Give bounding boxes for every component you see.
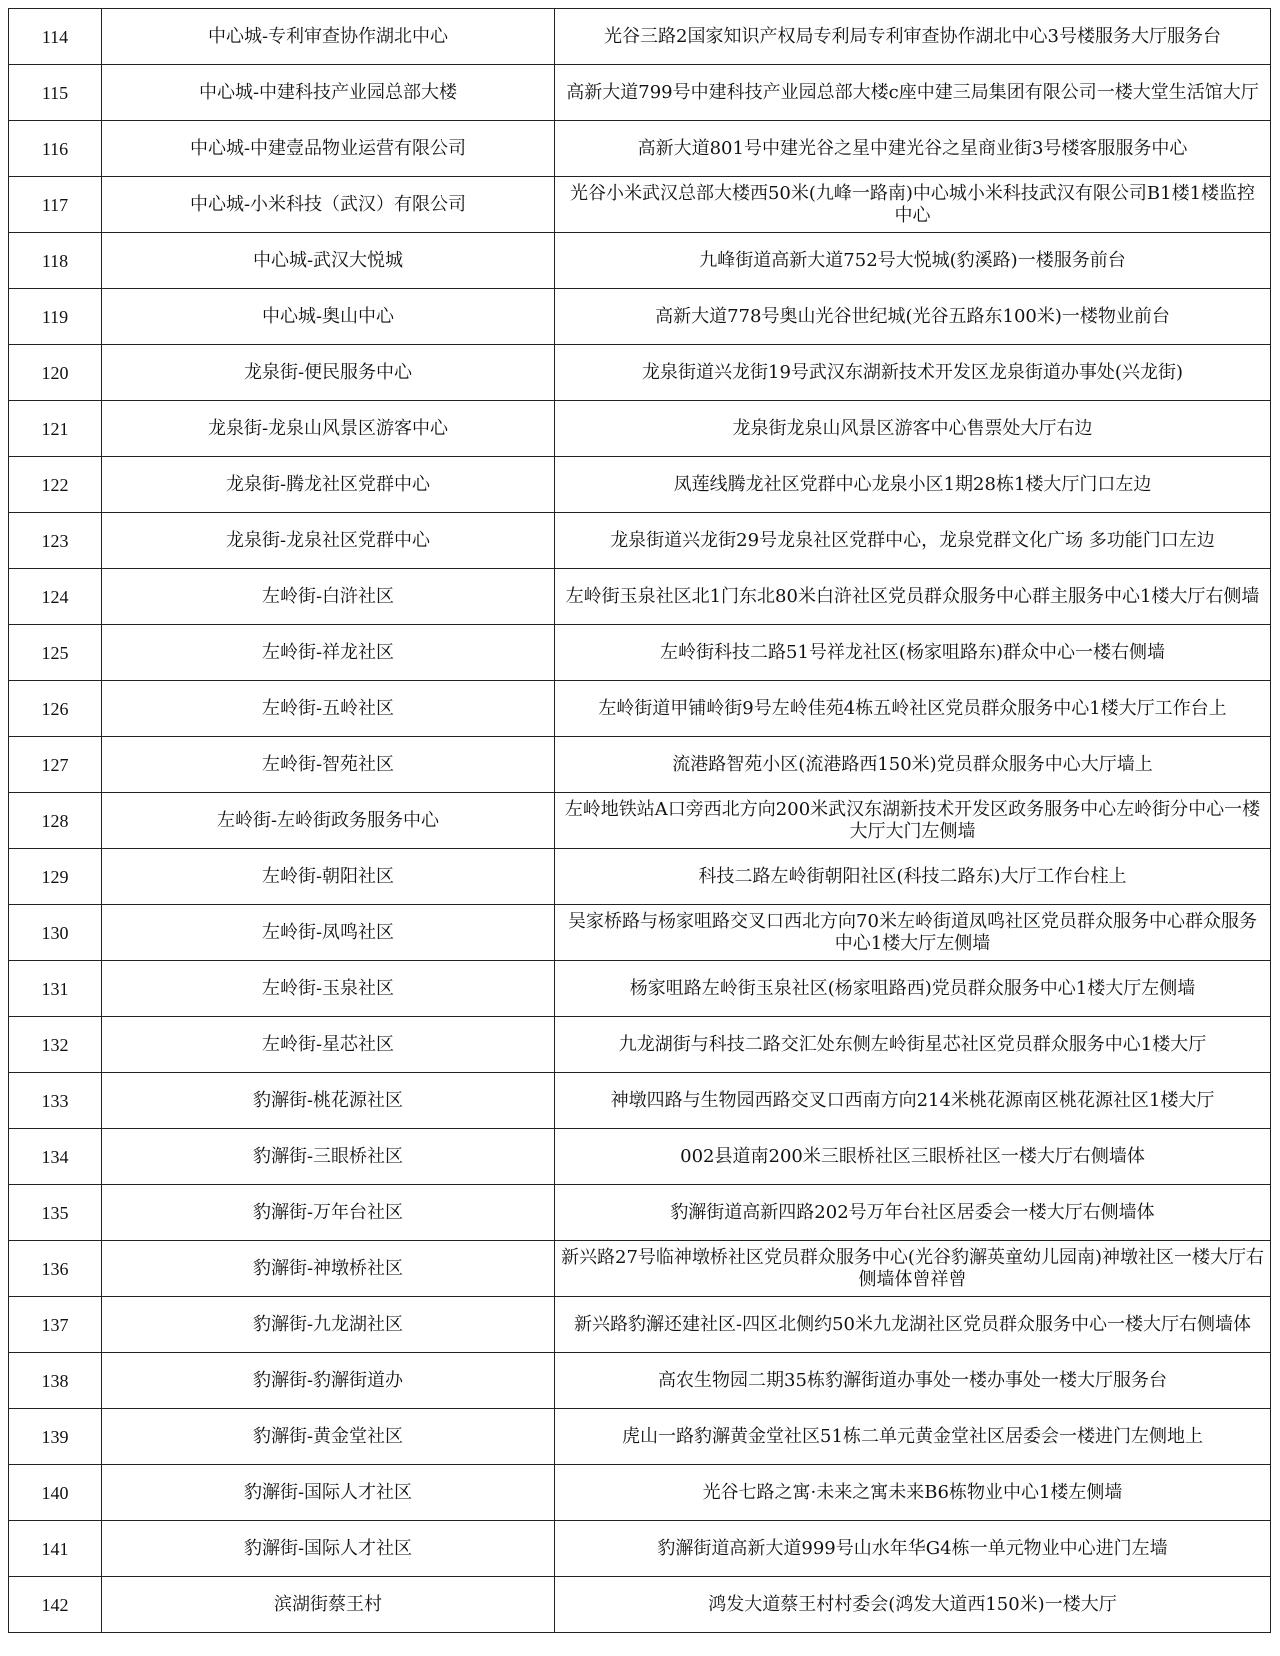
address-cell: 新兴路27号临神墩桥社区党员群众服务中心(光谷豹澥英童幼儿园南)神墩社区一楼大厅右侧墙体曾祥曾 — [555, 1241, 1271, 1297]
site-name-cell: 滨湖街蔡王村 — [102, 1577, 555, 1633]
table-row — [9, 233, 1271, 289]
site-name-cell: 龙泉街-腾龙社区党群中心 — [102, 457, 555, 513]
row-number-cell: 114 — [9, 9, 102, 65]
table-row — [9, 457, 1271, 513]
table-row — [9, 737, 1271, 793]
address-cell: 新兴路豹澥还建社区-四区北侧约50米九龙湖社区党员群众服务中心一楼大厅右侧墙体 — [555, 1297, 1271, 1353]
address-cell: 虎山一路豹澥黄金堂社区51栋二单元黄金堂社区居委会一楼进门左侧地上 — [555, 1409, 1271, 1465]
table-row — [9, 1353, 1271, 1409]
site-name-cell: 豹澥街-神墩桥社区 — [102, 1241, 555, 1297]
row-number-cell: 141 — [9, 1521, 102, 1577]
row-number-cell: 126 — [9, 681, 102, 737]
row-number-cell: 120 — [9, 345, 102, 401]
table-row — [9, 905, 1271, 961]
address-cell: 杨家咀路左岭街玉泉社区(杨家咀路西)党员群众服务中心1楼大厅左侧墙 — [555, 961, 1271, 1017]
row-number-cell: 115 — [9, 65, 102, 121]
table-row — [9, 793, 1271, 849]
row-number-cell: 130 — [9, 905, 102, 961]
row-number-cell: 137 — [9, 1297, 102, 1353]
address-cell: 光谷七路之寓·未来之寓未来B6栋物业中心1楼左侧墙 — [555, 1465, 1271, 1521]
site-name-cell: 左岭街-凤鸣社区 — [102, 905, 555, 961]
table-row — [9, 1297, 1271, 1353]
table-row — [9, 1577, 1271, 1633]
row-number-cell: 118 — [9, 233, 102, 289]
site-name-cell: 左岭街-左岭街政务服务中心 — [102, 793, 555, 849]
address-cell: 002县道南200米三眼桥社区三眼桥社区一楼大厅右侧墙体 — [555, 1129, 1271, 1185]
site-name-cell: 左岭街-玉泉社区 — [102, 961, 555, 1017]
row-number-cell: 139 — [9, 1409, 102, 1465]
site-name-cell: 中心城-专利审查协作湖北中心 — [102, 9, 555, 65]
address-cell: 高农生物园二期35栋豹澥街道办事处一楼办事处一楼大厅服务台 — [555, 1353, 1271, 1409]
address-cell: 高新大道799号中建科技产业园总部大楼c座中建三局集团有限公司一楼大堂生活馆大厅 — [555, 65, 1271, 121]
address-cell: 龙泉街道兴龙街29号龙泉社区党群中心，龙泉党群文化广场 多功能门口左边 — [555, 513, 1271, 569]
site-name-cell: 左岭街-祥龙社区 — [102, 625, 555, 681]
site-name-cell: 中心城-奥山中心 — [102, 289, 555, 345]
table-row — [9, 1465, 1271, 1521]
address-cell: 高新大道778号奥山光谷世纪城(光谷五路东100米)一楼物业前台 — [555, 289, 1271, 345]
site-name-cell: 中心城-武汉大悦城 — [102, 233, 555, 289]
address-cell: 神墩四路与生物园西路交叉口西南方向214米桃花源南区桃花源社区1楼大厅 — [555, 1073, 1271, 1129]
row-number-cell: 132 — [9, 1017, 102, 1073]
row-number-cell: 134 — [9, 1129, 102, 1185]
site-table-body — [9, 9, 1271, 1633]
address-cell: 科技二路左岭街朝阳社区(科技二路东)大厅工作台柱上 — [555, 849, 1271, 905]
table-row — [9, 625, 1271, 681]
site-name-cell: 龙泉街-龙泉山风景区游客中心 — [102, 401, 555, 457]
table-row — [9, 1185, 1271, 1241]
row-number-cell: 116 — [9, 121, 102, 177]
site-name-cell: 豹澥街-国际人才社区 — [102, 1465, 555, 1521]
table-row — [9, 513, 1271, 569]
table-row — [9, 1521, 1271, 1577]
row-number-cell: 133 — [9, 1073, 102, 1129]
row-number-cell: 122 — [9, 457, 102, 513]
site-name-cell: 中心城-中建壹品物业运营有限公司 — [102, 121, 555, 177]
row-number-cell: 119 — [9, 289, 102, 345]
site-name-cell: 中心城-小米科技（武汉）有限公司 — [102, 177, 555, 233]
address-cell: 左岭街玉泉社区北1门东北80米白浒社区党员群众服务中心群主服务中心1楼大厅右侧墙 — [555, 569, 1271, 625]
row-number-cell: 131 — [9, 961, 102, 1017]
site-name-cell: 豹澥街-国际人才社区 — [102, 1521, 555, 1577]
site-name-cell: 中心城-中建科技产业园总部大楼 — [102, 65, 555, 121]
table-row — [9, 9, 1271, 65]
table-row — [9, 1017, 1271, 1073]
site-name-cell: 豹澥街-三眼桥社区 — [102, 1129, 555, 1185]
table-row — [9, 1129, 1271, 1185]
row-number-cell: 117 — [9, 177, 102, 233]
row-number-cell: 125 — [9, 625, 102, 681]
site-name-cell: 龙泉街-龙泉社区党群中心 — [102, 513, 555, 569]
site-name-cell: 左岭街-白浒社区 — [102, 569, 555, 625]
row-number-cell: 142 — [9, 1577, 102, 1633]
site-name-cell: 左岭街-智苑社区 — [102, 737, 555, 793]
row-number-cell: 140 — [9, 1465, 102, 1521]
address-cell: 鸿发大道蔡王村村委会(鸿发大道西150米)一楼大厅 — [555, 1577, 1271, 1633]
site-name-cell: 龙泉街-便民服务中心 — [102, 345, 555, 401]
address-cell: 凤莲线腾龙社区党群中心龙泉小区1期28栋1楼大厅门口左边 — [555, 457, 1271, 513]
site-name-cell: 豹澥街-黄金堂社区 — [102, 1409, 555, 1465]
table-row — [9, 849, 1271, 905]
site-list-sheet — [8, 8, 1270, 1633]
row-number-cell: 127 — [9, 737, 102, 793]
table-row — [9, 681, 1271, 737]
row-number-cell: 138 — [9, 1353, 102, 1409]
site-name-cell: 豹澥街-九龙湖社区 — [102, 1297, 555, 1353]
address-cell: 豹澥街道高新大道999号山水年华G4栋一单元物业中心进门左墙 — [555, 1521, 1271, 1577]
table-row — [9, 401, 1271, 457]
table-row — [9, 65, 1271, 121]
site-name-cell: 左岭街-星芯社区 — [102, 1017, 555, 1073]
row-number-cell: 128 — [9, 793, 102, 849]
row-number-cell: 129 — [9, 849, 102, 905]
address-cell: 光谷小米武汉总部大楼西50米(九峰一路南)中心城小米科技武汉有限公司B1楼1楼监控中心 — [555, 177, 1271, 233]
address-cell: 龙泉街道兴龙街19号武汉东湖新技术开发区龙泉街道办事处(兴龙街) — [555, 345, 1271, 401]
table-row — [9, 961, 1271, 1017]
site-table — [8, 8, 1271, 1633]
table-row — [9, 1409, 1271, 1465]
table-row — [9, 1241, 1271, 1297]
site-name-cell: 豹澥街-桃花源社区 — [102, 1073, 555, 1129]
row-number-cell: 121 — [9, 401, 102, 457]
table-row — [9, 289, 1271, 345]
address-cell: 豹澥街道高新四路202号万年台社区居委会一楼大厅右侧墙体 — [555, 1185, 1271, 1241]
row-number-cell: 123 — [9, 513, 102, 569]
address-cell: 龙泉街龙泉山风景区游客中心售票处大厅右边 — [555, 401, 1271, 457]
site-name-cell: 左岭街-朝阳社区 — [102, 849, 555, 905]
row-number-cell: 135 — [9, 1185, 102, 1241]
address-cell: 吴家桥路与杨家咀路交叉口西北方向70米左岭街道凤鸣社区党员群众服务中心群众服务中心1楼大厅左侧墙 — [555, 905, 1271, 961]
address-cell: 左岭地铁站A口旁西北方向200米武汉东湖新技术开发区政务服务中心左岭街分中心一楼大厅大门左侧墙 — [555, 793, 1271, 849]
address-cell: 流港路智苑小区(流港路西150米)党员群众服务中心大厅墙上 — [555, 737, 1271, 793]
table-row — [9, 345, 1271, 401]
address-cell: 高新大道801号中建光谷之星中建光谷之星商业街3号楼客服服务中心 — [555, 121, 1271, 177]
site-name-cell: 左岭街-五岭社区 — [102, 681, 555, 737]
site-name-cell: 豹澥街-万年台社区 — [102, 1185, 555, 1241]
site-name-cell: 豹澥街-豹澥街道办 — [102, 1353, 555, 1409]
row-number-cell: 136 — [9, 1241, 102, 1297]
address-cell: 九峰街道高新大道752号大悦城(豹溪路)一楼服务前台 — [555, 233, 1271, 289]
row-number-cell: 124 — [9, 569, 102, 625]
address-cell: 左岭街科技二路51号祥龙社区(杨家咀路东)群众中心一楼右侧墙 — [555, 625, 1271, 681]
table-row — [9, 569, 1271, 625]
table-row — [9, 121, 1271, 177]
table-row — [9, 177, 1271, 233]
address-cell: 九龙湖街与科技二路交汇处东侧左岭街星芯社区党员群众服务中心1楼大厅 — [555, 1017, 1271, 1073]
table-row — [9, 1073, 1271, 1129]
address-cell: 光谷三路2国家知识产权局专利局专利审查协作湖北中心3号楼服务大厅服务台 — [555, 9, 1271, 65]
address-cell: 左岭街道甲铺岭街9号左岭佳苑4栋五岭社区党员群众服务中心1楼大厅工作台上 — [555, 681, 1271, 737]
